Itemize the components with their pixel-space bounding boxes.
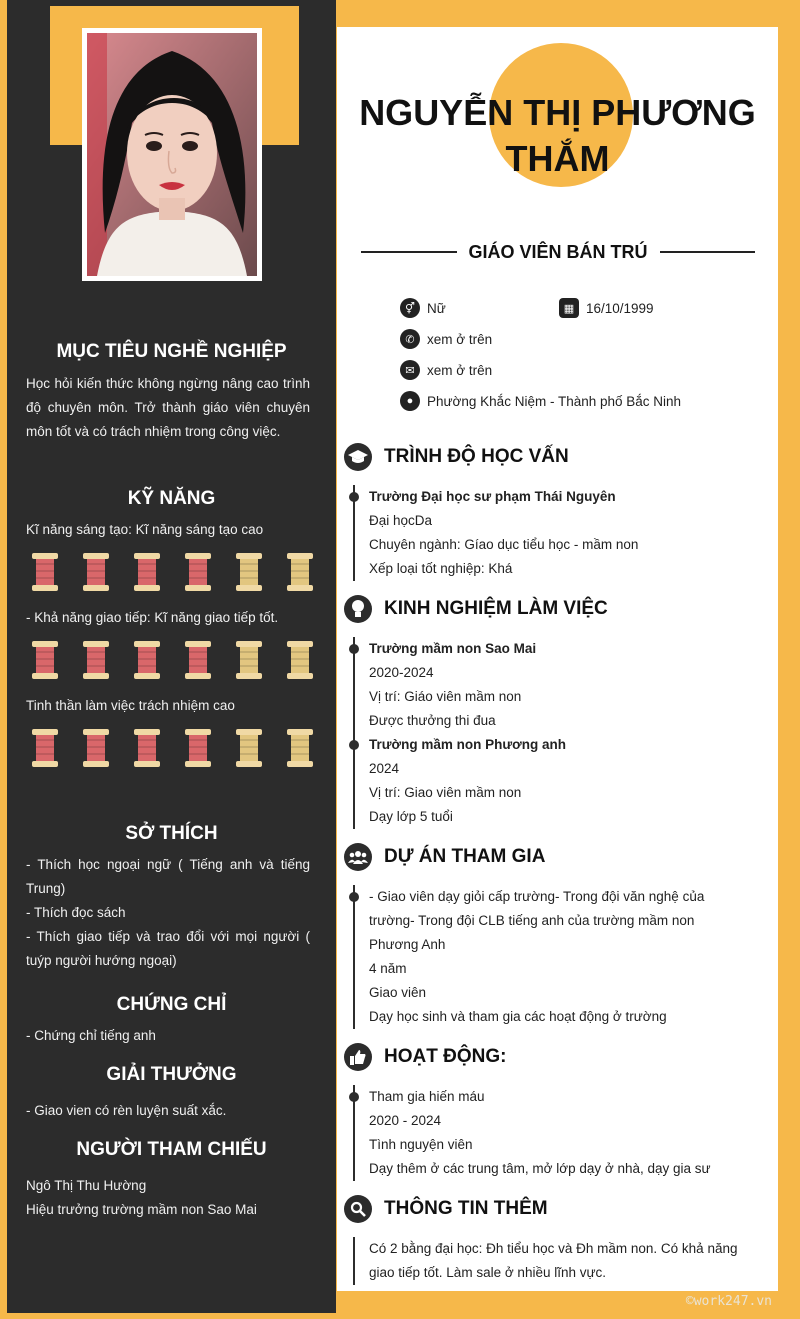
experience-timeline — [353, 637, 566, 829]
hobby-item: - Thích học ngoại ngữ ( Tiếng anh và tiếng Trung) — [26, 857, 310, 896]
more-info-header — [344, 1195, 548, 1223]
spool-empty-icon — [234, 640, 264, 680]
timeline-dot — [349, 644, 359, 654]
full-name-line: THẮM — [505, 138, 610, 179]
skill-rating — [30, 552, 315, 592]
hobby-item: - Thích đọc sách — [26, 905, 126, 920]
timeline-dot — [349, 892, 359, 902]
activities-timeline — [353, 1085, 711, 1181]
certificates-title: CHỨNG CHỈ — [116, 994, 227, 1015]
project-line: Phương Anh — [369, 937, 446, 952]
experience-header — [344, 595, 608, 623]
sidebar — [7, 0, 336, 1313]
gender-info — [400, 298, 446, 318]
education-major: Chuyên ngành: Gíao dục tiểu học - mầm non — [369, 537, 639, 552]
awards-text: - Giao vien có rèn luyện suất xắc. — [26, 1103, 227, 1118]
full-name-line: NGUYỄN THỊ PHƯƠNG — [359, 92, 756, 133]
spool-filled-icon — [183, 640, 213, 680]
job-note: Được thưởng thi đua — [369, 713, 496, 728]
project-role: Giao viên — [369, 985, 427, 1000]
spool-filled-icon — [30, 728, 60, 768]
job-title-row — [361, 237, 755, 267]
spool-filled-icon — [81, 728, 111, 768]
project-line: - Giao viên dạy giỏi cấp trường- Trong đội văn nghệ của — [355, 885, 704, 909]
timeline-dot — [349, 740, 359, 750]
spool-empty-icon — [234, 552, 264, 592]
skill-rating — [30, 640, 315, 680]
references-list — [26, 1174, 310, 1222]
profile-photo — [87, 33, 257, 276]
skill-rating — [30, 728, 315, 768]
spool-empty-icon — [285, 640, 315, 680]
awards-title: GIẢI THƯỞNG — [106, 1064, 237, 1085]
spool-filled-icon — [183, 728, 213, 768]
education-timeline — [353, 485, 638, 581]
spool-filled-icon — [81, 552, 111, 592]
spool-empty-icon — [285, 552, 315, 592]
career-goal-text: Học hỏi kiến thức không ngừng nâng cao trình độ chuyên môn. Trở thành giáo viên chuyên môn tốt và có trách nhiệm trong công việc. — [26, 376, 310, 439]
address-value: Phường Khắc Niệm - Thành phố Bắc Ninh — [427, 393, 682, 409]
more-info-line: giao tiếp tốt. Làm sale ở nhiều lĩnh vực. — [369, 1265, 607, 1280]
timeline-dot — [349, 492, 359, 502]
hobby-item: - Thích giao tiếp và trao đổi với mọi người ( tuýp người hướng ngoại) — [26, 929, 310, 968]
spool-filled-icon — [30, 640, 60, 680]
activity-description: Dạy thêm ở các trung tâm, mở lớp dạy ở nhà, dạy gia sư — [369, 1161, 711, 1176]
phone-value: xem ở trên — [427, 331, 493, 347]
hobbies-title: SỞ THÍCH — [125, 823, 218, 844]
spool-filled-icon — [132, 552, 162, 592]
address-info — [400, 391, 681, 411]
education-school: Trường Đại học sư phạm Thái Nguyên — [355, 485, 638, 509]
job-position: Vị trí: Giáo viên mầm non — [369, 689, 522, 704]
education-grade: Xếp loại tốt nghiệp: Khá — [369, 561, 513, 576]
projects-header — [344, 843, 545, 871]
reference-position: Hiệu trưởng trường mầm non Sao Mai — [26, 1202, 257, 1217]
phone-icon: ✆ — [400, 329, 420, 349]
hobbies-list — [26, 853, 310, 973]
job-time: 2020-2024 — [369, 665, 434, 680]
projects-timeline — [353, 885, 704, 1029]
email-info — [400, 360, 492, 380]
thumbs-up-icon — [344, 1043, 372, 1071]
spool-empty-icon — [234, 728, 264, 768]
job-title: GIÁO VIÊN BÁN TRÚ — [468, 241, 648, 262]
gender-value: Nữ — [427, 300, 446, 316]
activity-name: Tham gia hiến máu — [355, 1085, 711, 1109]
projects-title: DỰ ÁN THAM GIA — [384, 846, 546, 867]
main-panel — [337, 27, 778, 1291]
lightbulb-icon — [344, 595, 372, 623]
skills-title: KỸ NĂNG — [127, 488, 216, 509]
search-icon — [344, 1195, 372, 1223]
activity-time: 2020 - 2024 — [369, 1113, 442, 1128]
activity-role: Tình nguyện viên — [369, 1137, 473, 1152]
job-place: Trường mầm non Phương anh — [355, 733, 566, 757]
project-line: trường- Trong đội CLB tiếng anh của trường mầm non — [369, 913, 695, 928]
spool-filled-icon — [30, 552, 60, 592]
spool-filled-icon — [81, 640, 111, 680]
skill-label: Tinh thần làm việc trách nhiệm cao — [26, 698, 235, 713]
education-degree: Đại họcDa — [369, 513, 433, 528]
birthday-cake-icon: ▦ — [559, 298, 579, 318]
profile-photo-frame — [82, 28, 262, 281]
experience-title: KINH NGHIỆM LÀM VIỆC — [384, 598, 608, 619]
job-place: Trường mầm non Sao Mai — [355, 637, 566, 661]
birthday-value: 16/10/1999 — [586, 300, 654, 316]
spool-filled-icon — [183, 552, 213, 592]
watermark: ©work247.vn — [685, 1294, 772, 1309]
timeline-dot — [349, 1092, 359, 1102]
certificates-text: - Chứng chỉ tiếng anh — [26, 1028, 156, 1043]
more-info-line: Có 2 bằng đại học: Đh tiểu học và Đh mầm non. Có khả năng — [369, 1241, 738, 1256]
project-duration: 4 năm — [369, 961, 407, 976]
phone-info — [400, 329, 492, 349]
education-title: TRÌNH ĐỘ HỌC VẤN — [384, 446, 569, 467]
reference-name: Ngô Thị Thu Hường — [26, 1178, 147, 1193]
more-info-title: THÔNG TIN THÊM — [384, 1198, 548, 1219]
spool-empty-icon — [285, 728, 315, 768]
job-position: Vị trí: Giao viên mầm non — [369, 785, 522, 800]
activities-header — [344, 1043, 506, 1071]
references-title: NGƯỜI THAM CHIẾU — [76, 1139, 267, 1160]
job-note: Dạy lớp 5 tuổi — [369, 809, 453, 824]
email-icon: ✉ — [400, 360, 420, 380]
career-goal-title: MỤC TIÊU NGHỀ NGHIỆP — [56, 341, 287, 362]
divider — [361, 251, 457, 253]
spool-filled-icon — [132, 640, 162, 680]
full-name — [337, 90, 778, 182]
activities-title: HOẠT ĐỘNG: — [384, 1046, 507, 1067]
email-value: xem ở trên — [427, 362, 493, 378]
project-description: Dạy học sinh và tham gia các hoạt động ở trường — [369, 1009, 667, 1024]
skill-label: Kĩ năng sáng tạo: Kĩ năng sáng tạo cao — [26, 522, 264, 537]
education-header — [344, 443, 569, 471]
divider — [660, 251, 756, 253]
group-people-icon — [344, 843, 372, 871]
skill-label: - Khả năng giao tiếp: Kĩ năng giao tiếp tốt. — [26, 610, 279, 625]
birthday-info — [559, 298, 654, 318]
job-time: 2024 — [369, 761, 400, 776]
location-pin-icon: ● — [400, 391, 420, 411]
gender-icon: ⚥ — [400, 298, 420, 318]
spool-filled-icon — [132, 728, 162, 768]
graduation-cap-icon — [344, 443, 372, 471]
more-info-block — [353, 1237, 765, 1285]
